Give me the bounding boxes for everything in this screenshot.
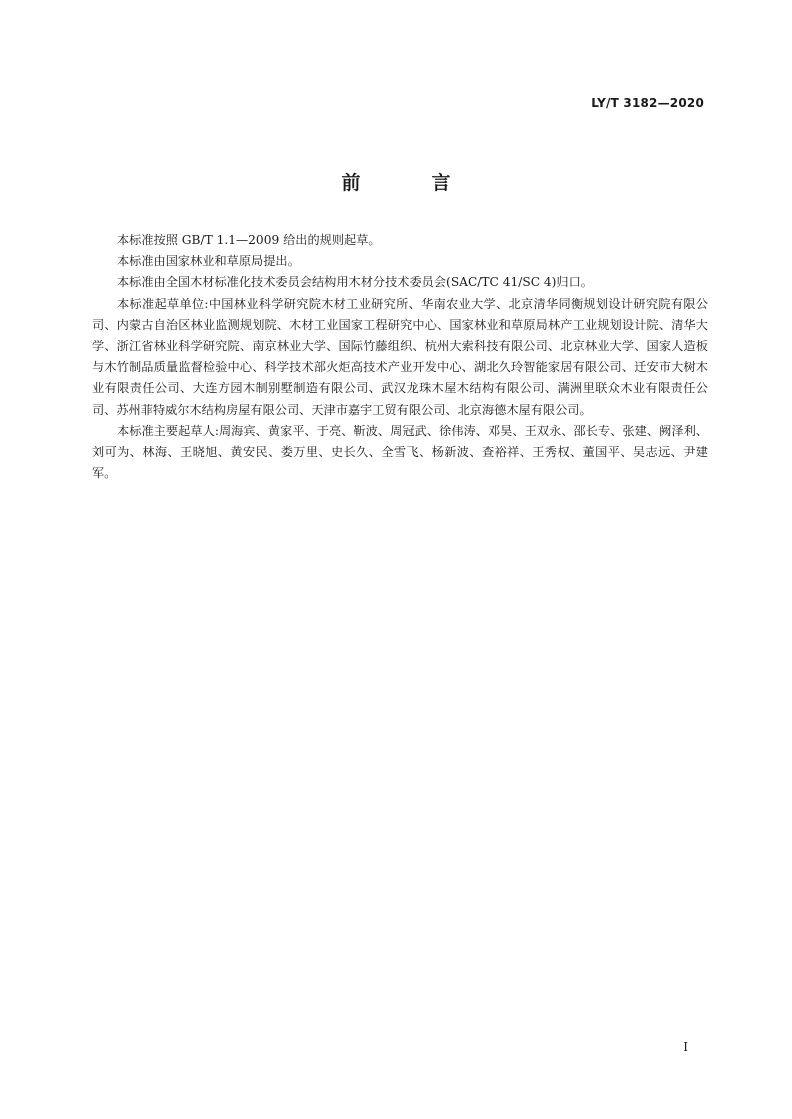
paragraph-main-drafters: 本标准主要起草人:周海宾、黄家平、于亮、靳波、周冠武、徐伟涛、邓昊、王双永、邵长专、张建、阙泽利、刘可为、林海、王晓旭、黄安民、娄万里、史长久、全雪飞、杨新波、查裕祥、王秀权、董国平、吴志远、尹建军。 — [92, 423, 708, 481]
paragraph-drafting-units: 本标准起草单位:中国林业科学研究院木材工业研究所、华南农业大学、北京清华同衡规划设计研究院有限公司、内蒙古自治区林业监测规划院、木材工业国家工程研究中心、国家林业和草原局林产工业规划设计院、清华大学、浙江省林业科学研究院、南京林业大学、国际竹藤组织、杭州大索科技有限公司、北京林业大学、国家人造板与木竹制品质量监督检验中心、科学技术部火炬高技术产业开发中心、湖北久玲智能家居有限公司、迁安市大树木业有限责任公司、大连方园木制别墅制造有限公司、武汉龙珠木屋木结构有限公司、满洲里联众木业有限责任公司、苏州菲特威尔木结构房屋有限公司、天津市嘉宇工贸有限公司、北京海德木屋有限公司。 — [92, 296, 708, 417]
paragraph-drafting-rules: 本标准按照 GB/T 1.1—2009 给出的规则起草。 — [117, 233, 381, 247]
standard-code: LY/T 3182—2020 — [591, 96, 704, 110]
paragraph-proposer: 本标准由国家林业和草原局提出。 — [117, 254, 300, 269]
paragraph-committee: 本标准由全国木材标准化技术委员会结构用木材分技术委员会(SAC/TC 41/SC 4)归口。 — [117, 275, 593, 290]
page-title: 前 言 — [341, 172, 477, 194]
body-text — [92, 230, 708, 484]
page-number: I — [683, 1040, 688, 1054]
